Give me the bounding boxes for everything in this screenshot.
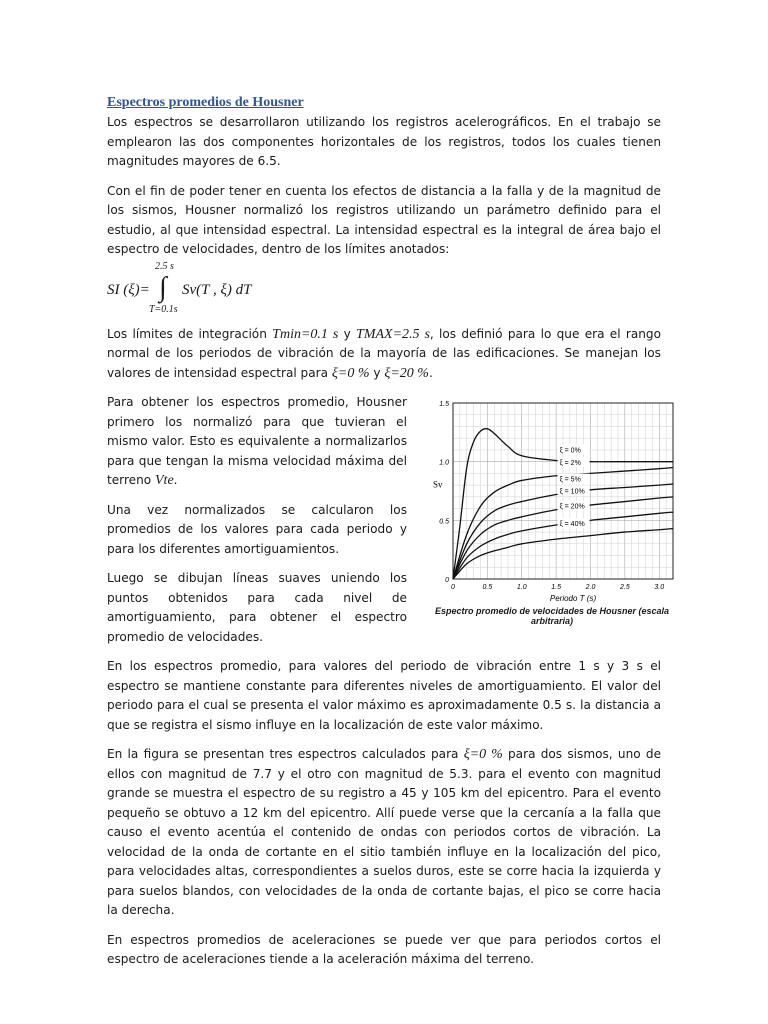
x-tick-label: 2.5 (620, 584, 630, 591)
y-tick-label: 0.5 (439, 518, 449, 526)
formula-rhs: Sv(T , ξ) dT (182, 281, 252, 298)
p4-text: Para obtener los espectros promedio, Housner primero los normalizó para que tuvieran el mismo valor. Esto es equivalente a normalizarlos para que tengan la misma velocidad máxima del terreno (107, 395, 407, 487)
x-tick-label: 1.5 (551, 584, 561, 591)
p3-text-b: y (338, 326, 357, 341)
y-axis-label: Sv (433, 479, 443, 490)
figure-caption: Espectro promedio de velocidades de Housner (escala arbitraria) (434, 606, 670, 626)
x-tick-label: 0.5 (482, 584, 493, 591)
paragraph-2: Con el fin de poder tener en cuenta los efectos de distancia a la falla y de la magnitud de los sismos, Housner normalizó los registros utilizando un parámetro definido para el estudio, al que intensidad espectral. La intensidad espectral es la integral de área bajo el espectro de velocidades, dentro de los límites anotados: (107, 183, 661, 256)
p8-text-a: En la figura se presentan tres espectros calculados para (107, 747, 464, 761)
paragraph-8 (107, 745, 661, 921)
paragraph-9: En espectros promedios de aceleraciones se puede ver que para periodos cortos el espectro de aceleraciones tiende a la aceleración máxima del terreno. (107, 932, 661, 966)
section-title: Espectros promedios de Housner (107, 95, 304, 110)
series-label: ξ = 2% (559, 460, 581, 468)
p3-text-a: Los límites de integración (107, 326, 273, 341)
series-label: ξ = 20% (559, 503, 585, 511)
p8-text-b: para dos sismos, uno de ellos con magnitud de 7.7 y el otro con magnitud de 5.3. para el evento con magnitud grande se muestra el espectro de su registro a 45 y 105 km del epicentro. Para el evento pequeño se obtuvo a 12 km del epicentro. Allí puede verse que la cercanía a la falla que causo el evento acentúa el contenido de ondas con periodos cortos de vibración. La velocidad de la onda de cortante en el sitio también influye en la localización del pico, para velocidades altas, correspondientes a suelos duros, este se corre hacia la izquierda y para suelos blandos, con velocidades de la onda de cortante bajas, el pico se corre hacia la derecha. (107, 747, 662, 917)
tmin-expr: Tmin=0.1 s (272, 326, 339, 342)
paragraph-3 (107, 325, 661, 384)
document-page (107, 93, 670, 970)
series-label: ξ = 0% (559, 447, 581, 455)
figure-wrap (107, 393, 670, 647)
series-label: ξ = 40% (559, 521, 585, 529)
xi-0-expr: ξ=0 % (331, 365, 370, 381)
xi-20-expr: ξ=20 % (384, 365, 429, 381)
x-tick-label: 2.0 (585, 584, 596, 591)
paragraph-5: Una vez normalizados se calcularon los promedios de los valores para cada periodo y para los diferentes amortiguamientos. (107, 502, 407, 556)
formula-lower-limit: T=0.1s (149, 303, 178, 315)
y-tick-label: 1.0 (439, 459, 449, 467)
xi-0-expr-2: ξ=0 % (463, 747, 503, 762)
integral-sign: ∫ (159, 271, 167, 303)
y-tick-label: 1.5 (439, 401, 449, 408)
series-label: ξ = 5% (559, 476, 581, 484)
series-label: ξ = 10% (559, 488, 585, 496)
p4-end: . (173, 473, 178, 487)
x-tick-label: 0 (451, 584, 455, 591)
paragraph-1: Los espectros se desarrollaron utilizando los registros acelerográficos. En el trabajo se emplearon las dos componentes horizontales de los registros, todos los cuales tienen magnitudes mayores de 6.5. (107, 115, 661, 168)
x-tick-label: 3.0 (654, 584, 665, 591)
velocity-spectrum-figure (425, 393, 679, 626)
paragraph-7: En los espectros promedio, para valores del periodo de vibración entre 1 s y 3 s el espectro se mantiene constante para diferentes niveles de amortiguamiento. El valor del periodo para el cual se presenta el valor máximo es aproximadamente 0.5 s. la distancia a que se registra el sismo influye en la localización de este valor máximo. (107, 659, 661, 732)
vte-expr: Vte (155, 473, 174, 488)
p3-text-d: y (369, 365, 385, 380)
spectral-intensity-formula (107, 260, 661, 322)
formula-upper-limit: 2.5 s (155, 260, 174, 272)
tmax-expr: TMAX=2.5 s (356, 326, 430, 342)
spectrum-chart (425, 393, 679, 605)
y-tick-label: 0 (445, 577, 449, 584)
formula-lhs: SI (ξ)= (107, 281, 150, 298)
paragraph-4 (107, 393, 407, 491)
p3-text-e: . (428, 365, 433, 380)
paragraph-6: Luego se dibujan líneas suaves uniendo los puntos obtenidos para cada nivel de amortiguamiento, para obtener el espectro promedio de velocidades. (107, 571, 407, 644)
p3-text-c: , los definió para lo que era el rango normal de los periodos de vibración de la mayoría de las edificaciones. Se manejan los valores de intensidad espectral para (107, 326, 662, 380)
x-axis-label: Periodo T (s) (549, 594, 597, 603)
x-tick-label: 1.0 (516, 584, 527, 591)
left-column (107, 393, 407, 647)
